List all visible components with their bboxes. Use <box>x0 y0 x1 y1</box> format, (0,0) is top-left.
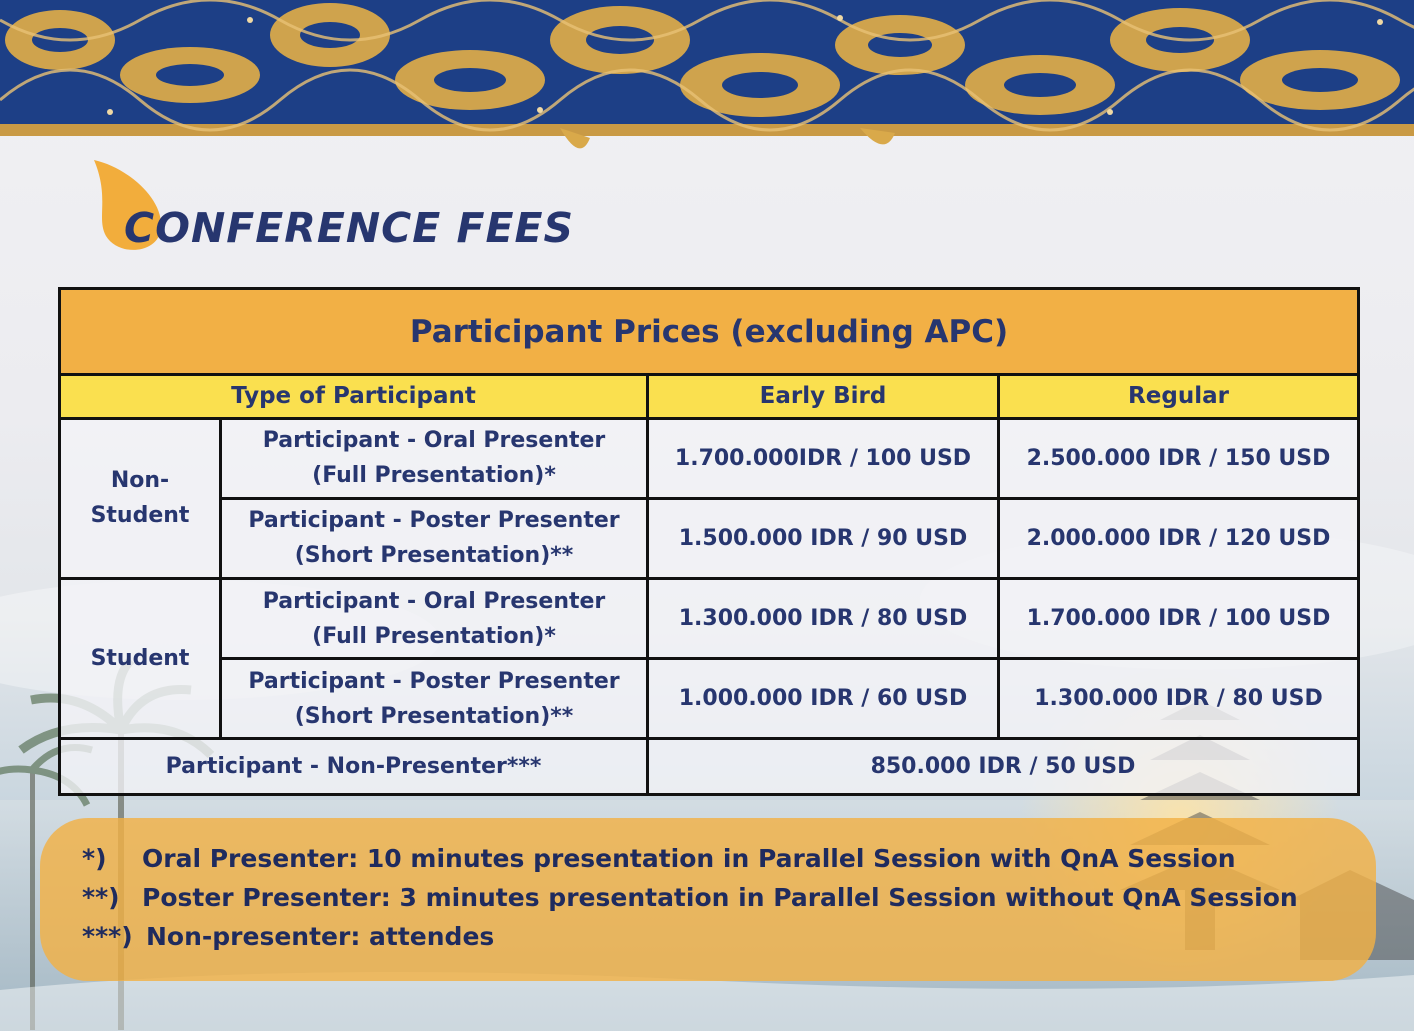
participant-type-cell <box>221 659 648 739</box>
participant-type-cell: Participant - Non-Presenter*** <box>60 739 648 795</box>
column-header-type: Type of Participant <box>60 375 648 419</box>
table-row <box>60 659 1359 739</box>
participant-type-line: (Short Presentation)** <box>294 703 574 729</box>
regular-price: 1.700.000 IDR / 100 USD <box>999 578 1359 658</box>
page-title: CONFERENCE FEES <box>124 204 575 252</box>
table-heading: Participant Prices (excluding APC) <box>60 289 1359 375</box>
regular-price: 1.300.000 IDR / 80 USD <box>999 659 1359 739</box>
table-row <box>60 578 1359 658</box>
group-label-line: Student <box>90 503 190 529</box>
note-item <box>82 883 1298 912</box>
participant-type-cell <box>221 418 648 498</box>
early-bird-price: 1.000.000 IDR / 60 USD <box>648 659 999 739</box>
group-label-non-student <box>60 418 221 578</box>
table-row-non-presenter <box>60 739 1359 795</box>
fee-table <box>58 287 1360 796</box>
batik-banner <box>0 0 1414 165</box>
participant-type-line: Participant - Oral Presenter <box>262 588 606 614</box>
participant-type-line: Participant - Oral Presenter <box>262 428 606 454</box>
early-bird-price: 1.500.000 IDR / 90 USD <box>648 498 999 578</box>
participant-type-line: Participant - Poster Presenter <box>248 508 620 534</box>
note-text: Poster Presenter: 3 minutes presentation in Parallel Session without QnA Session <box>142 883 1298 912</box>
column-header-early-bird: Early Bird <box>648 375 999 419</box>
participant-type-cell <box>221 578 648 658</box>
note-marker: *) <box>82 844 107 873</box>
participant-type-line: Participant - Poster Presenter <box>248 668 620 694</box>
notes-panel <box>40 818 1376 981</box>
group-label-line: Non- <box>110 468 170 494</box>
non-presenter-price: 850.000 IDR / 50 USD <box>648 739 1359 795</box>
note-text: Non-presenter: attendes <box>146 922 495 951</box>
regular-price: 2.000.000 IDR / 120 USD <box>999 498 1359 578</box>
table-row <box>60 498 1359 578</box>
note-item <box>82 844 1236 873</box>
column-header-regular: Regular <box>999 375 1359 419</box>
participant-type-line: (Full Presentation)* <box>312 463 556 489</box>
note-marker: **) <box>82 883 120 912</box>
participant-type-line: (Short Presentation)** <box>294 543 574 569</box>
note-marker: ***) <box>82 922 133 951</box>
note-item <box>82 922 494 951</box>
group-label-student: Student <box>60 578 221 738</box>
title-block <box>90 158 610 258</box>
table-row <box>60 418 1359 498</box>
note-text: Oral Presenter: 10 minutes presentation in Parallel Session with QnA Session <box>142 844 1236 873</box>
participant-type-line: (Full Presentation)* <box>312 623 556 649</box>
early-bird-price: 1.300.000 IDR / 80 USD <box>648 578 999 658</box>
participant-type-cell <box>221 498 648 578</box>
regular-price: 2.500.000 IDR / 150 USD <box>999 418 1359 498</box>
early-bird-price: 1.700.000IDR / 100 USD <box>648 418 999 498</box>
